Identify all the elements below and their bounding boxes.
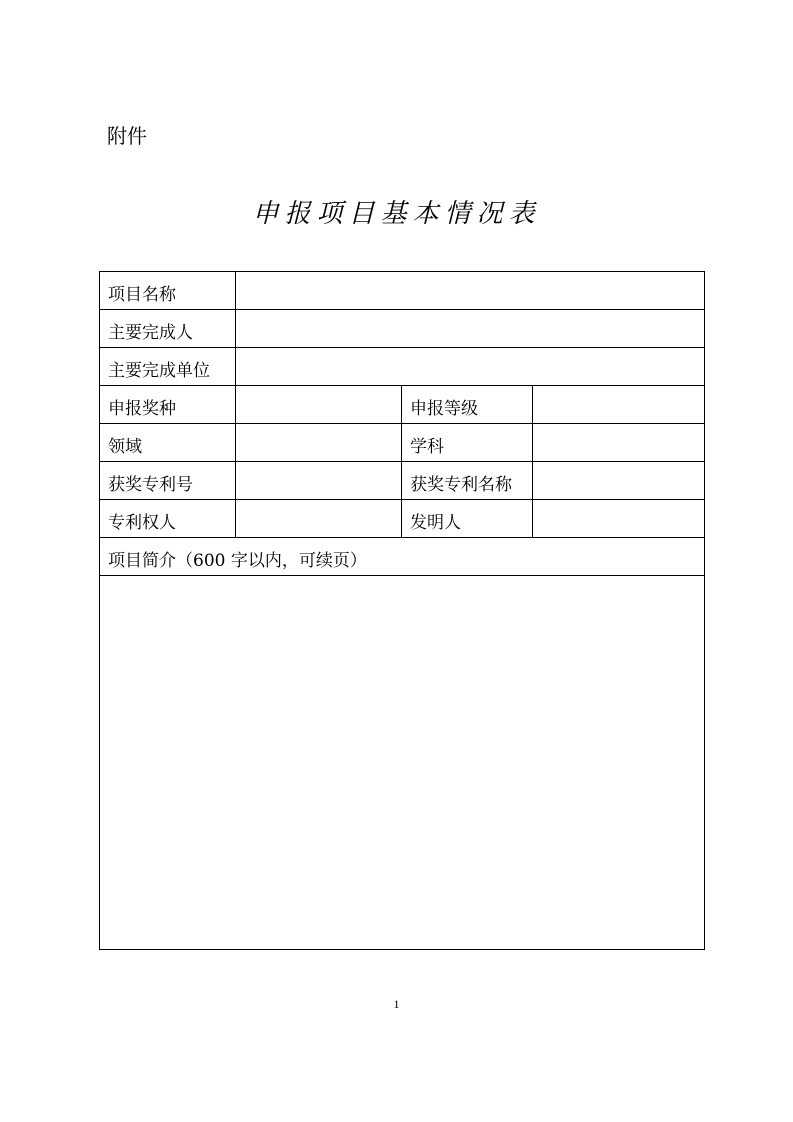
patentee-label: 专利权人 <box>100 500 236 538</box>
discipline-field[interactable] <box>533 424 705 462</box>
patentee-field[interactable] <box>236 500 402 538</box>
project-name-label: 项目名称 <box>100 272 236 310</box>
field-field[interactable] <box>236 424 402 462</box>
patent-number-field[interactable] <box>236 462 402 500</box>
project-summary-field[interactable] <box>100 576 705 950</box>
discipline-label: 学科 <box>402 424 533 462</box>
project-info-table <box>99 271 705 950</box>
attachment-label: 附件 <box>107 124 147 148</box>
table-row <box>100 310 705 348</box>
main-contributors-field[interactable] <box>236 310 705 348</box>
table-row <box>100 500 705 538</box>
project-name-field[interactable] <box>236 272 705 310</box>
main-units-field[interactable] <box>236 348 705 386</box>
patent-name-field[interactable] <box>533 462 705 500</box>
main-contributors-label: 主要完成人 <box>100 310 236 348</box>
page-number: 1 <box>393 997 400 1011</box>
award-type-field[interactable] <box>236 386 402 424</box>
award-level-label: 申报等级 <box>402 386 533 424</box>
table-row <box>100 576 705 950</box>
table-row <box>100 538 705 576</box>
field-label: 领域 <box>100 424 236 462</box>
table-row <box>100 424 705 462</box>
table-row <box>100 386 705 424</box>
table-row <box>100 462 705 500</box>
inventor-field[interactable] <box>533 500 705 538</box>
main-units-label: 主要完成单位 <box>100 348 236 386</box>
patent-number-label: 获奖专利号 <box>100 462 236 500</box>
table-row <box>100 272 705 310</box>
award-level-field[interactable] <box>533 386 705 424</box>
award-type-label: 申报奖种 <box>100 386 236 424</box>
project-summary-label: 项目简介（600 字以内，可续页） <box>100 538 705 576</box>
table-row <box>100 348 705 386</box>
patent-name-label: 获奖专利名称 <box>402 462 533 500</box>
form-title: 申报项目基本情况表 <box>252 199 541 229</box>
inventor-label: 发明人 <box>402 500 533 538</box>
